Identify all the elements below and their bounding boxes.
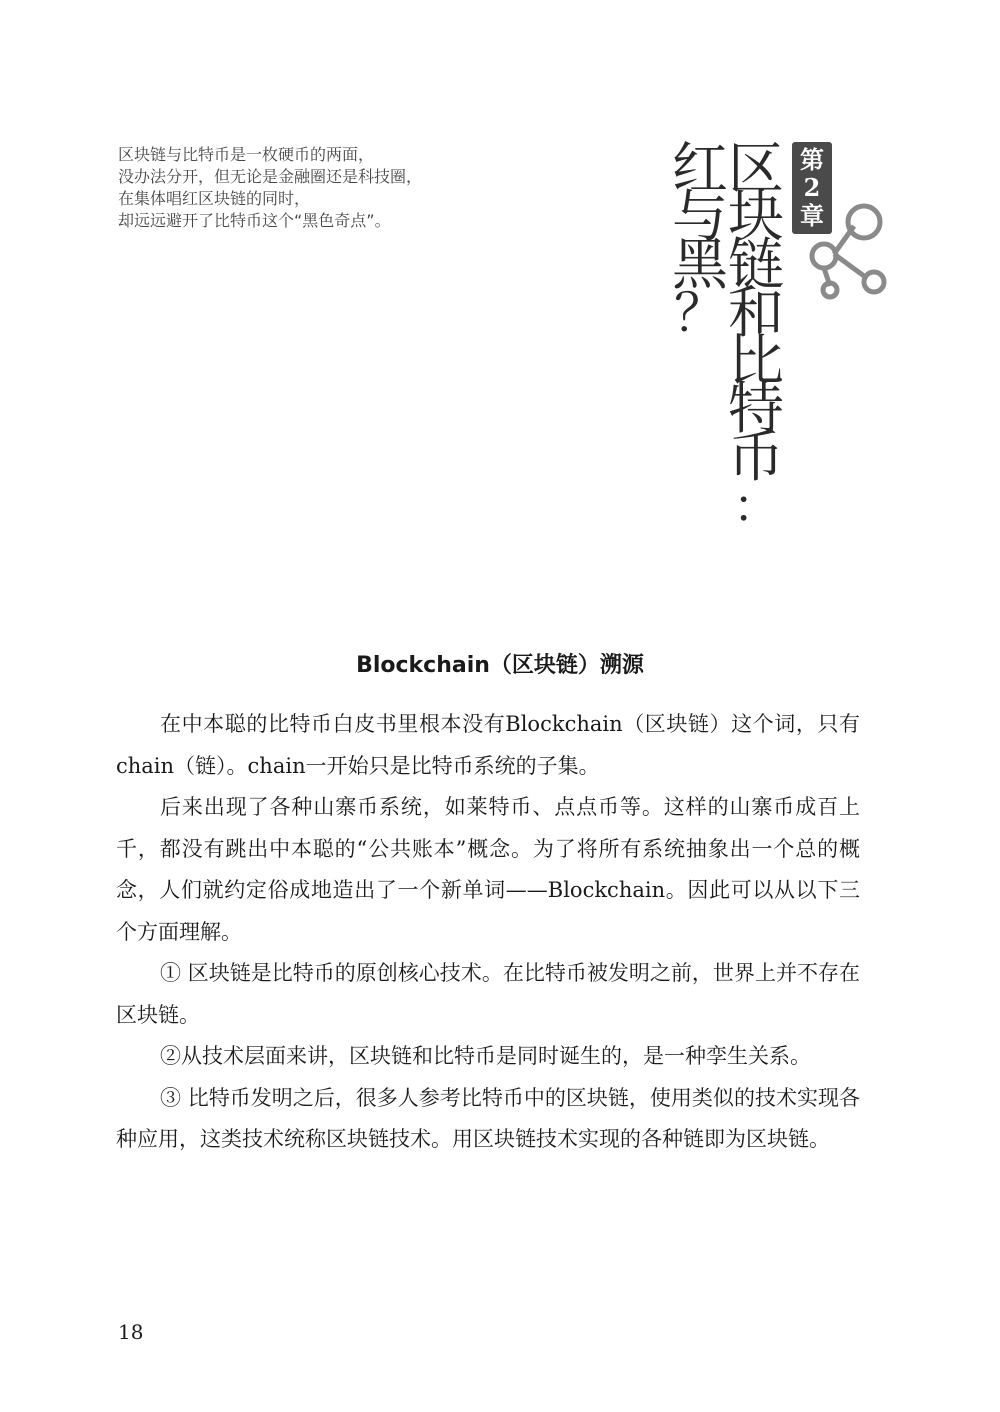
title-char: 特 [728, 377, 784, 442]
title-char: 黑 [672, 233, 728, 298]
title-char: 块 [728, 185, 784, 250]
paragraph: ① 区块链是比特币的原创核心技术。在比特币被发明之前，世界上并不存在区块链。 [116, 961, 860, 1027]
chapter-title-column-2 [672, 137, 734, 344]
paragraph: ③ 比特币发明之后，很多人参考比特币中的区块链，使用类似的技术实现各种应用，这类技术统称区块链技术。用区块链技术实现的各种链即为区块链。 [116, 1085, 860, 1151]
badge-char: 2 [803, 173, 821, 202]
epigraph [118, 144, 478, 232]
title-char: 红 [672, 137, 728, 202]
section-heading: Blockchain（区块链）溯源 [356, 653, 644, 678]
title-char: 链 [728, 233, 784, 298]
title-char: 与 [672, 185, 728, 250]
network-nodes-icon [796, 196, 892, 302]
badge-char: 第 [800, 145, 824, 174]
body-text [116, 704, 860, 1161]
badge-char: 章 [800, 201, 824, 230]
paragraph: 后来出现了各种山寨币系统，如莱特币、点点币等。这样的山寨币成百上千，都没有跳出中本聪的“公共账本”概念。为了将所有系统抽象出一个总的概念，人们就约定俗成地造出了一个新单词——Blockchain。因此可以从以下三个方面理解。 [116, 795, 860, 944]
page-number: 18 [118, 1320, 144, 1344]
title-char: 和 [728, 281, 784, 346]
paragraph: ②从技术层面来讲，区块链和比特币是同时诞生的，是一种孪生关系。 [160, 1044, 811, 1068]
title-char: ： [733, 479, 779, 533]
title-char: 比 [728, 329, 784, 394]
epigraph-line: 在集体唱红区块链的同时， [118, 189, 311, 208]
title-char: 币 [728, 425, 784, 490]
title-char: 区 [728, 137, 784, 202]
title-char: ？ [673, 284, 726, 344]
epigraph-line: 却远远避开了比特币这个“黑色奇点”。 [118, 211, 391, 230]
paragraph: 在中本聪的比特币白皮书里根本没有Blockchain（区块链）这个词，只有chain（链）。chain一开始只是比特币系统的子集。 [116, 712, 860, 778]
epigraph-line: 没办法分开，但无论是金融圈还是科技圈， [118, 167, 423, 186]
chapter-title-column-1 [728, 137, 790, 533]
epigraph-line: 区块链与比特币是一枚硬币的两面， [118, 145, 375, 164]
